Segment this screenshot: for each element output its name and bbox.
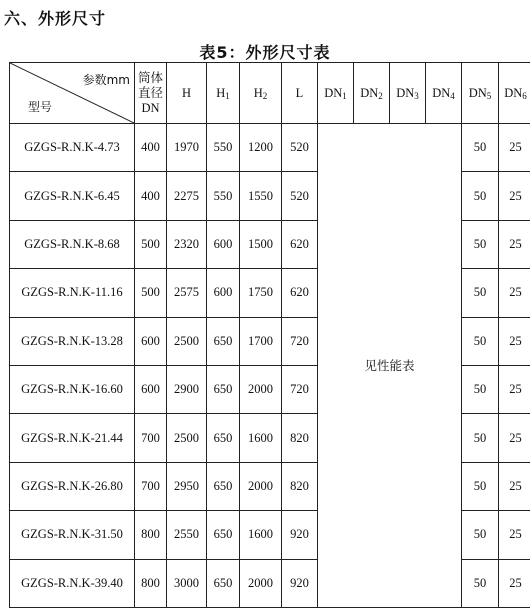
table-body — [10, 124, 530, 608]
diameter-cell: 600 — [135, 365, 167, 413]
diameter-cell: 400 — [135, 172, 167, 220]
section-title: 六、外形尺寸 — [4, 6, 106, 29]
header-dn4: $DN_4$ — [426, 63, 462, 124]
diameter-cell: 800 — [135, 511, 167, 559]
h1-cell: 650 — [207, 365, 240, 413]
dn6-cell: 25 — [499, 124, 530, 172]
l-cell: 620 — [282, 269, 318, 317]
h1-cell: 650 — [207, 317, 240, 365]
header-dn3: $DN_3$ — [390, 63, 426, 124]
header-diameter-line1: 筒体 — [135, 71, 166, 86]
h-cell: 2320 — [167, 220, 207, 268]
h-cell: 2275 — [167, 172, 207, 220]
h1-cell: 650 — [207, 462, 240, 510]
header-h1: $H_1$ — [207, 63, 240, 124]
diameter-cell: 500 — [135, 220, 167, 268]
h1-cell: 650 — [207, 414, 240, 462]
dn6-cell: 25 — [499, 220, 530, 268]
h2-cell: 1550 — [240, 172, 282, 220]
model-cell: GZGS-R.N.K-31.50 — [10, 511, 135, 559]
h-cell: 3000 — [167, 559, 207, 607]
l-cell: 720 — [282, 317, 318, 365]
model-cell: GZGS-R.N.K-13.28 — [10, 317, 135, 365]
dn5-cell: 50 — [462, 124, 499, 172]
dn5-cell: 50 — [462, 269, 499, 317]
h-cell: 2550 — [167, 511, 207, 559]
diameter-cell: 500 — [135, 269, 167, 317]
h1-cell: 600 — [207, 220, 240, 268]
header-diameter — [135, 63, 167, 124]
diameter-cell: 700 — [135, 462, 167, 510]
model-cell: GZGS-R.N.K-6.45 — [10, 172, 135, 220]
header-diagonal-cell — [10, 63, 135, 124]
h1-cell: 650 — [207, 511, 240, 559]
header-dn5: $DN_5$ — [462, 63, 499, 124]
header-h: H — [167, 63, 207, 124]
diameter-cell: 400 — [135, 124, 167, 172]
h2-cell: 1700 — [240, 317, 282, 365]
header-dn6: $DN_6$ — [499, 63, 530, 124]
model-cell: GZGS-R.N.K-26.80 — [10, 462, 135, 510]
dn6-cell: 25 — [499, 559, 530, 607]
table-title: 表5：外形尺寸表 — [0, 40, 530, 63]
model-cell: GZGS-R.N.K-8.68 — [10, 220, 135, 268]
dn6-cell: 25 — [499, 365, 530, 413]
h2-cell: 2000 — [240, 365, 282, 413]
h-cell: 2500 — [167, 317, 207, 365]
header-h2: $H_2$ — [240, 63, 282, 124]
l-cell: 920 — [282, 511, 318, 559]
header-l: L — [282, 63, 318, 124]
header-params-label: 参数mm — [83, 71, 130, 88]
model-cell: GZGS-R.N.K-4.73 — [10, 124, 135, 172]
l-cell: 920 — [282, 559, 318, 607]
model-cell: GZGS-R.N.K-11.16 — [10, 269, 135, 317]
dn6-cell: 25 — [499, 172, 530, 220]
model-cell: GZGS-R.N.K-39.40 — [10, 559, 135, 607]
dn5-cell: 50 — [462, 365, 499, 413]
h1-cell: 650 — [207, 559, 240, 607]
h-cell: 2575 — [167, 269, 207, 317]
dn6-cell: 25 — [499, 317, 530, 365]
header-dn2: $DN_2$ — [354, 63, 390, 124]
see-performance-table-note: 见性能表 — [318, 124, 462, 608]
h2-cell: 1600 — [240, 414, 282, 462]
h2-cell: 1600 — [240, 511, 282, 559]
dn5-cell: 50 — [462, 172, 499, 220]
dn6-cell: 25 — [499, 269, 530, 317]
h-cell: 1970 — [167, 124, 207, 172]
diameter-cell: 600 — [135, 317, 167, 365]
dn5-cell: 50 — [462, 462, 499, 510]
l-cell: 620 — [282, 220, 318, 268]
l-cell: 820 — [282, 462, 318, 510]
h1-cell: 550 — [207, 172, 240, 220]
dn5-cell: 50 — [462, 317, 499, 365]
model-cell: GZGS-R.N.K-16.60 — [10, 365, 135, 413]
h-cell: 2500 — [167, 414, 207, 462]
dn5-cell: 50 — [462, 559, 499, 607]
header-diameter-line3: DN — [135, 101, 166, 116]
diameter-cell: 800 — [135, 559, 167, 607]
dimensions-table — [9, 62, 530, 608]
table-row — [10, 124, 530, 172]
h1-cell: 600 — [207, 269, 240, 317]
dn6-cell: 25 — [499, 462, 530, 510]
h2-cell: 1500 — [240, 220, 282, 268]
dn5-cell: 50 — [462, 511, 499, 559]
h2-cell: 2000 — [240, 559, 282, 607]
h2-cell: 2000 — [240, 462, 282, 510]
l-cell: 720 — [282, 365, 318, 413]
header-diameter-line2: 直径 — [135, 86, 166, 101]
header-model-label: 型号 — [28, 98, 52, 115]
dn6-cell: 25 — [499, 414, 530, 462]
h2-cell: 1750 — [240, 269, 282, 317]
h2-cell: 1200 — [240, 124, 282, 172]
model-cell: GZGS-R.N.K-21.44 — [10, 414, 135, 462]
l-cell: 520 — [282, 124, 318, 172]
dn5-cell: 50 — [462, 220, 499, 268]
header-row — [10, 63, 530, 124]
h-cell: 2950 — [167, 462, 207, 510]
diameter-cell: 700 — [135, 414, 167, 462]
h-cell: 2900 — [167, 365, 207, 413]
l-cell: 820 — [282, 414, 318, 462]
dn6-cell: 25 — [499, 511, 530, 559]
header-dn1: $DN_1$ — [318, 63, 354, 124]
l-cell: 520 — [282, 172, 318, 220]
dn5-cell: 50 — [462, 414, 499, 462]
h1-cell: 550 — [207, 124, 240, 172]
